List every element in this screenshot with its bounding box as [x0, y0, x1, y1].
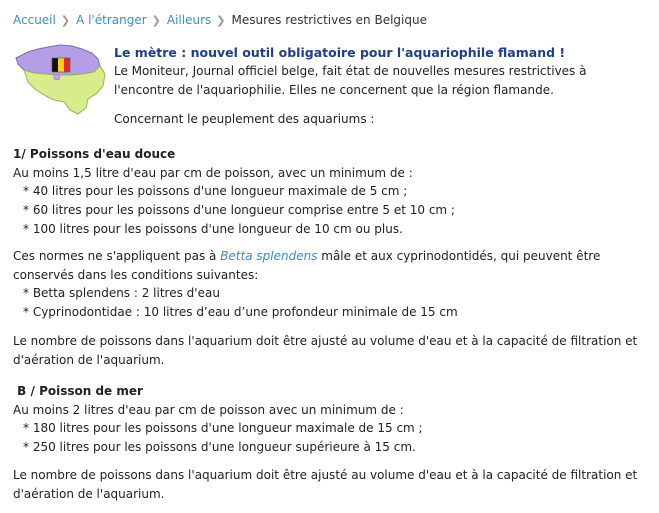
species-link[interactable]: Betta splendens	[220, 249, 318, 263]
list-item: * 250 litres pour les poissons d'une longueur supérieure à 15 cm.	[23, 440, 416, 455]
article-title: Le mètre : nouvel outil obligatoire pour l'aquariophile flamand !	[114, 45, 566, 60]
section-eau-douce	[13, 145, 653, 239]
breadcrumb	[13, 13, 427, 27]
chevron-right-icon: ❯	[151, 14, 161, 27]
chevron-right-icon: ❯	[60, 14, 71, 27]
section-mer	[13, 382, 653, 457]
exceptions-text	[13, 247, 653, 284]
section-heading: 1/ Poissons d'eau douce	[13, 147, 176, 161]
concernant-text: Concernant le peuplement des aquariums :	[114, 112, 375, 126]
breadcrumb-link-accueil[interactable]: Accueil	[13, 13, 56, 27]
exceptions-text-after: mâle et aux cyprinodontidés, qui peuvent être conservés dans les conditions suivantes:	[13, 249, 601, 282]
list-item: * Betta splendens : 2 litres d'eau	[23, 286, 220, 301]
breadcrumb-link-ailleurs[interactable]: Ailleurs	[166, 13, 212, 27]
list-item: * 40 litres pour les poissons d'une longueur maximale de 5 cm ;	[23, 184, 408, 199]
exceptions-paragraph	[13, 247, 653, 322]
breadcrumb-current: Mesures restrictives en Belgique	[231, 13, 427, 27]
exceptions-text-before: Ces normes ne s'appliquent pas à	[13, 249, 221, 263]
section-heading: B / Poisson de mer	[13, 384, 143, 398]
note-paragraph	[13, 332, 653, 369]
list-item: * 100 litres pour les poissons d'une longueur de 10 cm ou plus.	[23, 221, 403, 236]
note-text: Le nombre de poissons dans l'aquarium doit être ajusté au volume d'eau et à la capacité de filtration et d'aération de l'aquarium.	[13, 468, 638, 501]
section-lead: Au moins 2 litres d'eau par cm de poisson avec un minimum de :	[13, 402, 404, 417]
belgium-map-image	[14, 44, 107, 117]
article-intro	[114, 43, 644, 129]
note-paragraph	[13, 466, 653, 503]
list-item: * 180 litres pour les poissons d'une longueur maximale de 15 cm ;	[23, 421, 423, 436]
note-text: Le nombre de poissons dans l'aquarium doit être ajusté au volume d'eau et à la capacité de filtration et d'aération de l'aquarium.	[13, 334, 638, 367]
chevron-right-icon: ❯	[216, 14, 226, 27]
list-item: * 60 litres pour les poissons d'une longueur comprise entre 5 et 10 cm ;	[23, 203, 455, 218]
breadcrumb-link-etranger[interactable]: A l'étranger	[76, 13, 147, 27]
article-intro-text: Le Moniteur, Journal officiel belge, fait état de nouvelles mesures restrictives à l'encontre de l'aquariophilie. Elles ne concernent que la région flamande.	[114, 64, 587, 97]
section-lead: Au moins 1,5 litre d'eau par cm de poisson, avec un minimum de :	[13, 165, 413, 180]
list-item: * Cyprinodontidae : 10 litres d’eau d’une profondeur minimale de 15 cm	[23, 305, 458, 320]
